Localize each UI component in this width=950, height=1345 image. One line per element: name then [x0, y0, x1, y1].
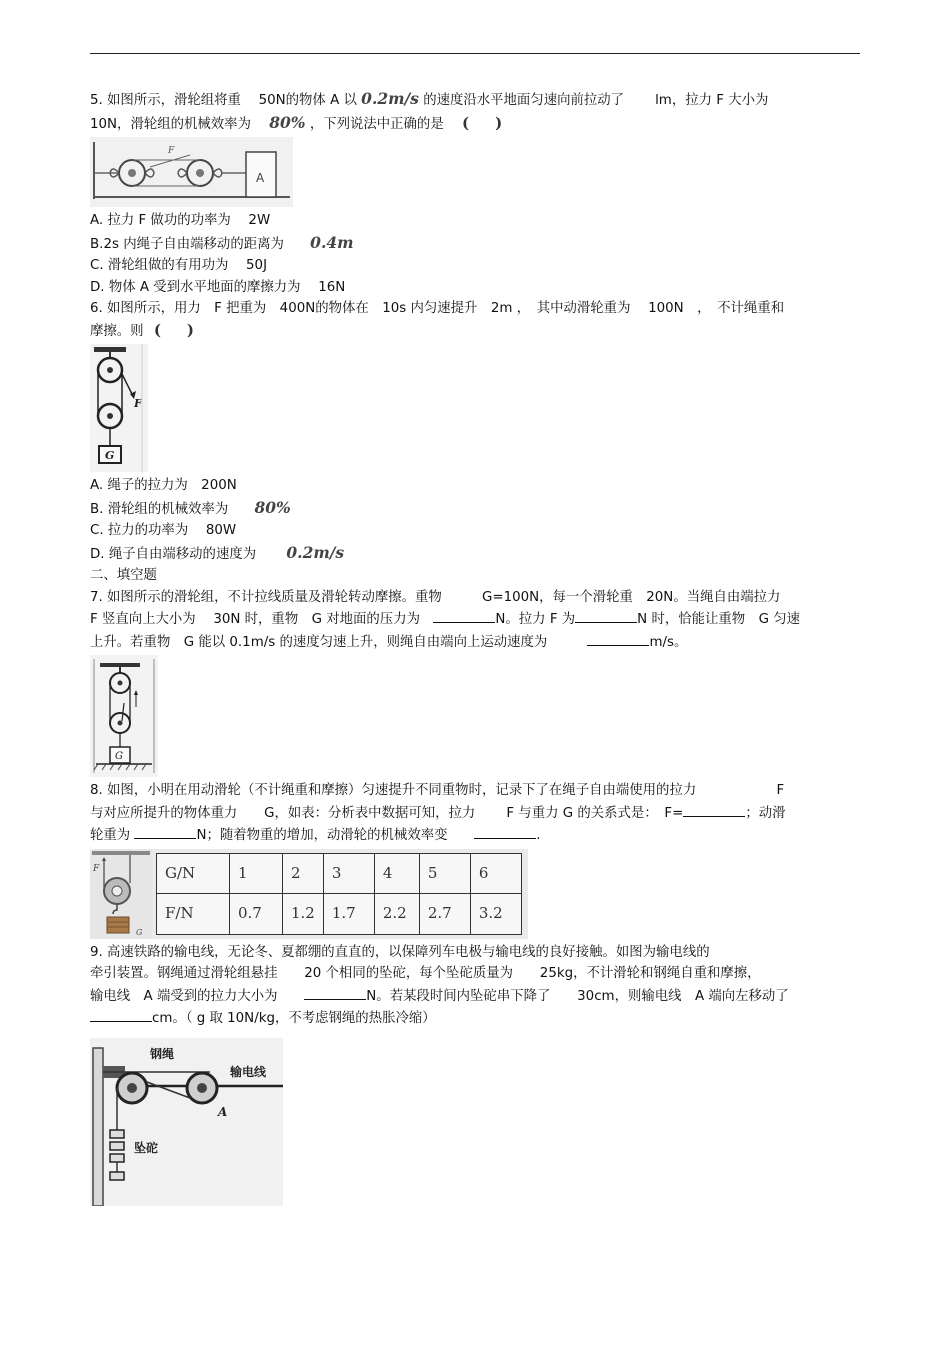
q6-option-b: B. 滑轮组的机械效率为 80%: [90, 497, 291, 517]
q7-pulley-figure: [90, 655, 158, 777]
table-cell: 1: [230, 853, 283, 894]
table-cell: 1.7: [323, 894, 374, 935]
table-row-header-f: F/N: [157, 894, 230, 935]
q7-line-2: F 竖直向上大小为 30N 时，重物 G 对地面的压力为 N。拉力 F 为 N 时，恰能让重物 G 匀速: [90, 608, 860, 631]
q8-line-3: 轮重为 N；随着物重的增加，动滑轮的机械效率变 .: [90, 824, 860, 847]
q6-option-d: D. 绳子自由端移动的速度为 0.2m/s: [90, 542, 345, 562]
q9-blank-2: [90, 1007, 152, 1022]
question-6: [90, 298, 860, 565]
q6-pulley-figure: [90, 344, 148, 472]
table-cell: 2.2: [374, 894, 419, 935]
q8-figure-label-g: G: [136, 927, 143, 937]
q5-efficiency-formula: 80%: [269, 112, 306, 132]
table-row: [157, 853, 522, 894]
q9-figure-label-wire: 输电线: [230, 1064, 267, 1079]
question-5: [90, 88, 860, 298]
q7-figure-label-g: G: [115, 751, 123, 762]
q5-option-a: A. 拉力 F 做功的功率为 2W: [90, 213, 271, 228]
q9-line-4: cm。（ g 取 10N/kg，不考虑钢绳的热胀冷缩）: [90, 1007, 860, 1030]
table-cell: 3.2: [470, 894, 521, 935]
q8-movable-pulley-figure: [90, 849, 152, 939]
q9-figure-label-a: A: [218, 1104, 228, 1119]
table-cell: 2: [283, 853, 324, 894]
q8-figure-label-f: F: [93, 863, 100, 874]
q6-line-1: 6. 如图所示，用力 F 把重为 400N的物体在 10s 内匀速提升 2m ， 其中动滑轮重为 100N ， 不计绳重和: [90, 301, 785, 316]
q6-answer-paren: (): [153, 320, 221, 339]
q8-blank-1: [683, 802, 745, 817]
q5-line-1: 5. 如图所示，滑轮组将重 50N的物体 A 以 0.2m/s 的速度沿水平地面匀速向前拉动了 lm，拉力 F 大小为: [90, 89, 769, 108]
table-cell: 5: [419, 853, 470, 894]
q7-line-3: 上升。若重物 G 能以 0.1m/s 的速度匀速上升，则绳自由端向上运动速度为 m/s。: [90, 631, 860, 654]
q8-figure-and-table: [90, 849, 528, 939]
q8-blank-3: [474, 824, 536, 839]
q9-line-2: 牵引装置。钢绳通过滑轮组悬挂 20 个相同的坠砣，每个坠砣质量为 25kg，不计滑轮和钢绳自重和摩擦，: [90, 966, 761, 981]
q5-line-2: 10N，滑轮组的机械效率为 80% ，下列说法中正确的是 (): [90, 112, 529, 132]
q7-blank-1: [433, 608, 495, 623]
q6-figure-label-f: F: [134, 397, 142, 410]
q5-option-c: C. 滑轮组做的有用功为 50J: [90, 258, 268, 273]
q9-figure-label-weight: 坠砣: [134, 1140, 159, 1155]
table-row: [157, 894, 522, 935]
q6-option-d-formula: 0.2m/s: [286, 542, 345, 562]
table-cell: 3: [323, 853, 374, 894]
page-content: [90, 88, 860, 1209]
q9-tension-device-figure: [90, 1038, 283, 1206]
q5-figure-label-a: A: [256, 171, 265, 185]
q7-blank-2: [575, 608, 637, 623]
table-cell: 6: [470, 853, 521, 894]
q6-option-b-formula: 80%: [254, 497, 291, 517]
q6-figure-label-g: G: [105, 449, 115, 462]
q8-line-1: 8. 如图，小明在用动滑轮（不计绳重和摩擦）匀速提升不同重物时，记录下了在绳子自由端使用的拉力 F: [90, 783, 785, 798]
q5-option-b-formula: 0.4m: [310, 232, 354, 252]
q5-figure-label-f: F: [168, 146, 175, 156]
table-row-header-g: G/N: [157, 853, 230, 894]
table-cell: 4: [374, 853, 419, 894]
question-8: [90, 780, 860, 939]
table-cell: 1.2: [283, 894, 324, 935]
q7-blank-3: [587, 631, 649, 646]
q9-line-1: 9. 高速铁路的输电线，无论冬、夏都绷的直直的，以保障列车电极与输电线的良好接触。如图为输电线的: [90, 944, 710, 960]
header-rule: [90, 53, 860, 54]
q6-option-a: A. 绳子的拉力为 200N: [90, 478, 237, 493]
q7-line-1: 7. 如图所示的滑轮组，不计拉线质量及滑轮转动摩擦。重物 G=100N，每一个滑轮重 20N。当绳自由端拉力: [90, 589, 781, 605]
q9-figure-label-rope: 钢绳: [150, 1046, 175, 1061]
q5-option-b: B.2s 内绳子自由端移动的距离为 0.4m: [90, 232, 354, 252]
q5-speed-formula: 0.2m/s: [361, 89, 419, 108]
question-7: [90, 587, 860, 778]
q5-pulley-figure: [90, 137, 293, 207]
q5-answer-paren: (): [461, 113, 529, 132]
q9-line-3: 输电线 A 端受到的拉力大小为 N。若某段时间内坠砣串下降了 30cm，则输电线 A 端向左移动了: [90, 985, 860, 1008]
q8-line-2: 与对应所提升的物体重力 G，如表：分析表中数据可知，拉力 F 与重力 G 的关系式是： F= ；动滑: [90, 802, 860, 825]
q8-gf-table: [156, 853, 522, 935]
q9-blank-1: [304, 985, 366, 1000]
table-cell: 0.7: [230, 894, 283, 935]
q5-option-d: D. 物体 A 受到水平地面的摩擦力为 16N: [90, 279, 346, 295]
table-cell: 2.7: [419, 894, 470, 935]
section-heading-fill-in: 二、填空题: [90, 568, 157, 583]
q6-option-c: C. 拉力的功率为 80W: [90, 523, 237, 538]
question-9: [90, 942, 860, 1206]
q6-line-2: 摩擦。则 (): [90, 320, 221, 339]
q8-blank-2: [134, 824, 196, 839]
